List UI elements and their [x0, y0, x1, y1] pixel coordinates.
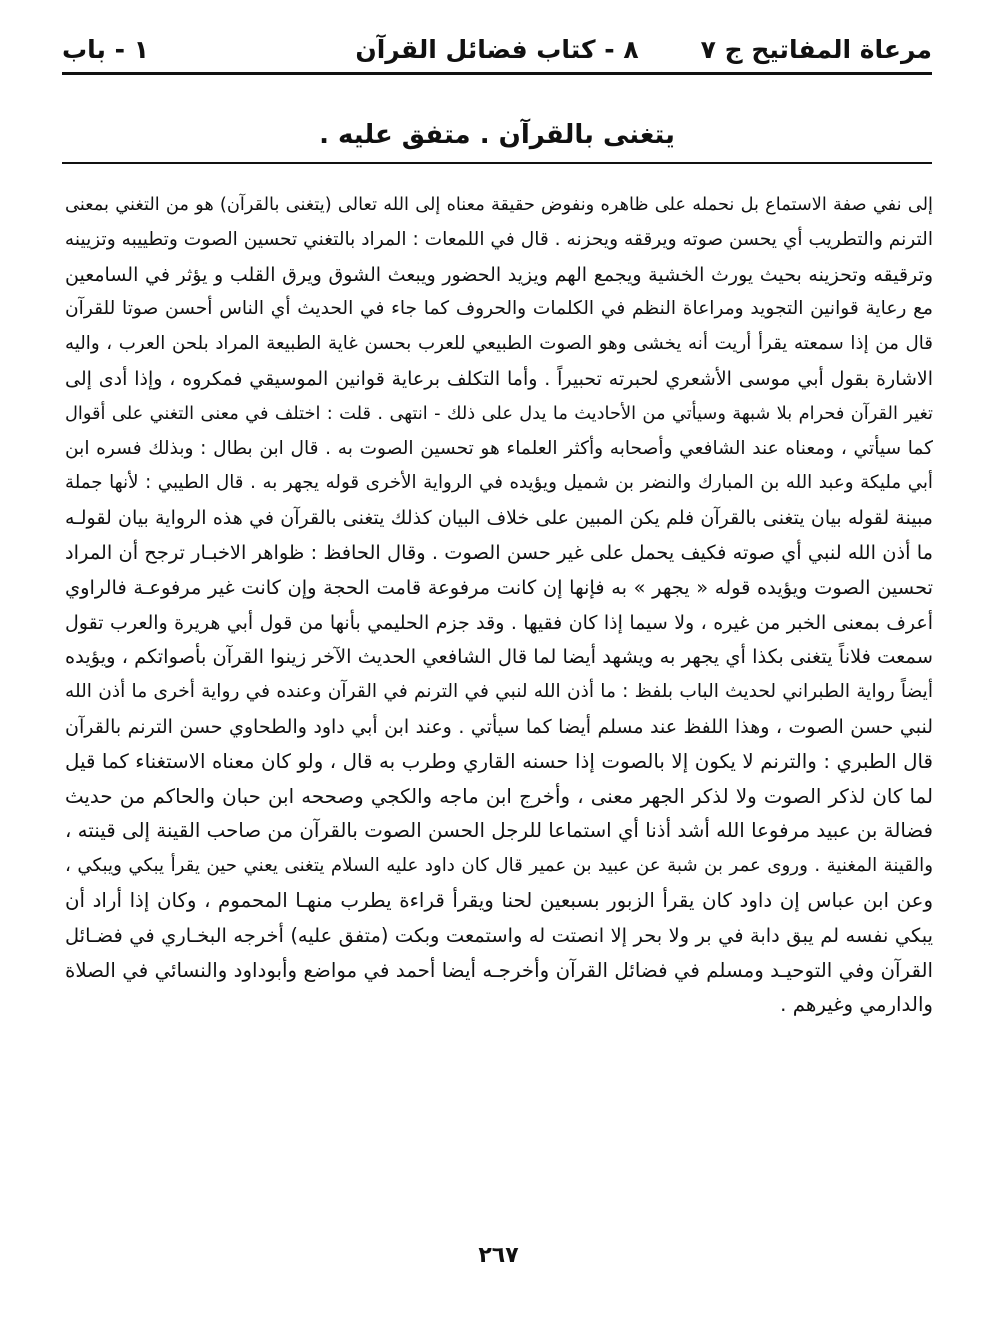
text-line: إلى نفي صفة الاستماع بل نحمله على ظاهره ونفوض حقيقة معناه إلى الله تعالى (يتغنى بالقرآن) هو من التغني بمعنى	[65, 194, 933, 215]
text-line: تحسين الصوت ويؤيده قوله « يجهر » به فإنها إن كانت مرفوعة قامت الحجة وإن كانت غير مرفوعـة فالراوي	[65, 575, 933, 599]
text-line: سمعت فلاناً يتغنى بكذا أي يجهر به ويشهد أيضا لما قال الشافعي الحديث الآخر زينوا القرآن بأصواتكم ، ويؤيده	[65, 645, 933, 669]
text-line: كما سيأتي ، ومعناه عند الشافعي وأصحابه وأكثر العلماء هو تحسين الصوت به . قال ابن بطال : وبذلك فسره ابن	[65, 437, 933, 459]
text-line: أبي مليكة وعبد الله بن المبارك والنضر بن شميل ويؤيده في الرواية الأخرى قوله يجهر به . قال الطيبي : لأنها جملة	[65, 472, 933, 494]
header-rule	[62, 72, 932, 75]
header-chapter-title: ٨ - كتاب فضائل القرآن	[355, 35, 639, 64]
text-line: الترنم والتطريب أي يحسن صوته ويرققه ويحزنه . قال في اللمعات : المراد بالتغني تحسين الصوت وتطييبه وتزيينه	[65, 228, 933, 250]
text-line: أعرف بمعنى الخبر من غيره ، ولا سيما إذا كان فقيها . وقد جزم الحليمي بأنها من قول أبي هريرة والعرب تقول	[65, 611, 933, 634]
text-line: والقينة المغنية . وروى عمر بن شبة عن عبيد بن عمير قال كان داود عليه السلام يتغنى يعني حين يقرأ يبكي ويبكي ،	[65, 855, 933, 877]
hadith-text: يتغنى بالقرآن . متفق عليه .	[319, 120, 675, 150]
text-line: القرآن وفي التوحيـد ومسلم في فضائل القرآن وأخرجـه أيضا أحمد في مواضع وأبوداود والنسائي في الصلاة	[65, 958, 933, 982]
text-line: مبينة لقوله بيان يتغنى بالقرآن فلم يكن المبين على خلاف البيان كذلك يتغنى بالقرآن في هذه الرواية بيان لقولـه	[65, 507, 933, 530]
text-line: ما أذن الله لنبي أي صوته فكيف يحمل على غير حسن الصوت . وقال الحافظ : ظواهر الاخبـار ترجح أن المراد	[65, 540, 933, 564]
text-line: الاشارة بقول أبي موسى الأشعري لحبرته تحبيراً . وأما التكلف برعاية قوانين الموسيقي فمكروه ، وإذا أدى إلى	[65, 367, 933, 390]
text-line: يبكي نفسه لم يبق دابة في بر ولا بحر إلا انصتت له واستمعت وبكت (متفق عليه) أخرجه البخـاري في فضـائل	[65, 923, 933, 947]
text-line: قال من إذا سمعته يقرأ أريت أنه يخشى وهو الصوت الطبيعي للعرب بحسن غاية الطبيعة المراد بلحن العرب ، واليه	[65, 333, 933, 355]
page-number: ٢٦٧	[478, 1243, 519, 1268]
running-header	[62, 30, 932, 70]
text-line: والدارمي وغيرهم .	[780, 993, 933, 1017]
commentary-body	[65, 188, 933, 1023]
text-line: لما كان لذكر الصوت ولا لذكر الجهر معنى ، وأخرج ابن ماجه والكجي وصححه ابن حبان والحاكم من حديث	[65, 784, 933, 808]
header-section: ١ - باب	[62, 35, 149, 64]
separator-rule	[62, 162, 932, 164]
text-line: أيضاً رواية الطبراني لحديث الباب بلفظ : ما أذن الله لنبي في الترنم في القرآن وعنده في رواية أخرى ما أذن الله	[65, 681, 933, 703]
text-line: قال الطبري : والترنم لا يكون إلا بالصوت إذا حسنه القاري وطرب به قال ، ولو كان معناه الاستغناء كما قيل	[65, 749, 933, 773]
header-book-title: مرعاة المفاتيح ج ٧	[700, 35, 932, 64]
text-line: مع رعاية قوانين التجويد ومراعاة النظم في الكلمات والحروف كما جاء في الحديث أي الناس أحسن صوتا للقرآن	[65, 298, 933, 320]
text-line: لنبي حسن الصوت ، وهذا اللفظ عند مسلم أيضا كما سيأتي . وعند ابن أبي داود والطحاوي حسن الترنم بالقرآن	[65, 715, 933, 738]
text-line: وترقيقه وتحزينه بحيث يورث الخشية ويجمع الهم ويزيد الحضور ويبعث الشوق ويرق القلب و يؤثر في السامعين	[65, 263, 933, 286]
text-line: فضالة بن عبيد مرفوعا الله أشد أذنا أي استماعا للرجل الحسن الصوت بالقرآن من صاحب القينة إلى قينته ،	[65, 819, 933, 843]
text-line: تغير القرآن فحرام بلا شبهة وسيأتي من الأحاديث ما يدل على ذلك - انتهى . قلت : اختلف في معنى التغني على أقوال	[65, 402, 933, 424]
text-line: وعن ابن عباس إن داود كان يقرأ الزبور بسبعين لحنا ويقرأ قراءة يطرب منهـا المحموم ، وكان إذا أراد أن	[65, 888, 933, 912]
